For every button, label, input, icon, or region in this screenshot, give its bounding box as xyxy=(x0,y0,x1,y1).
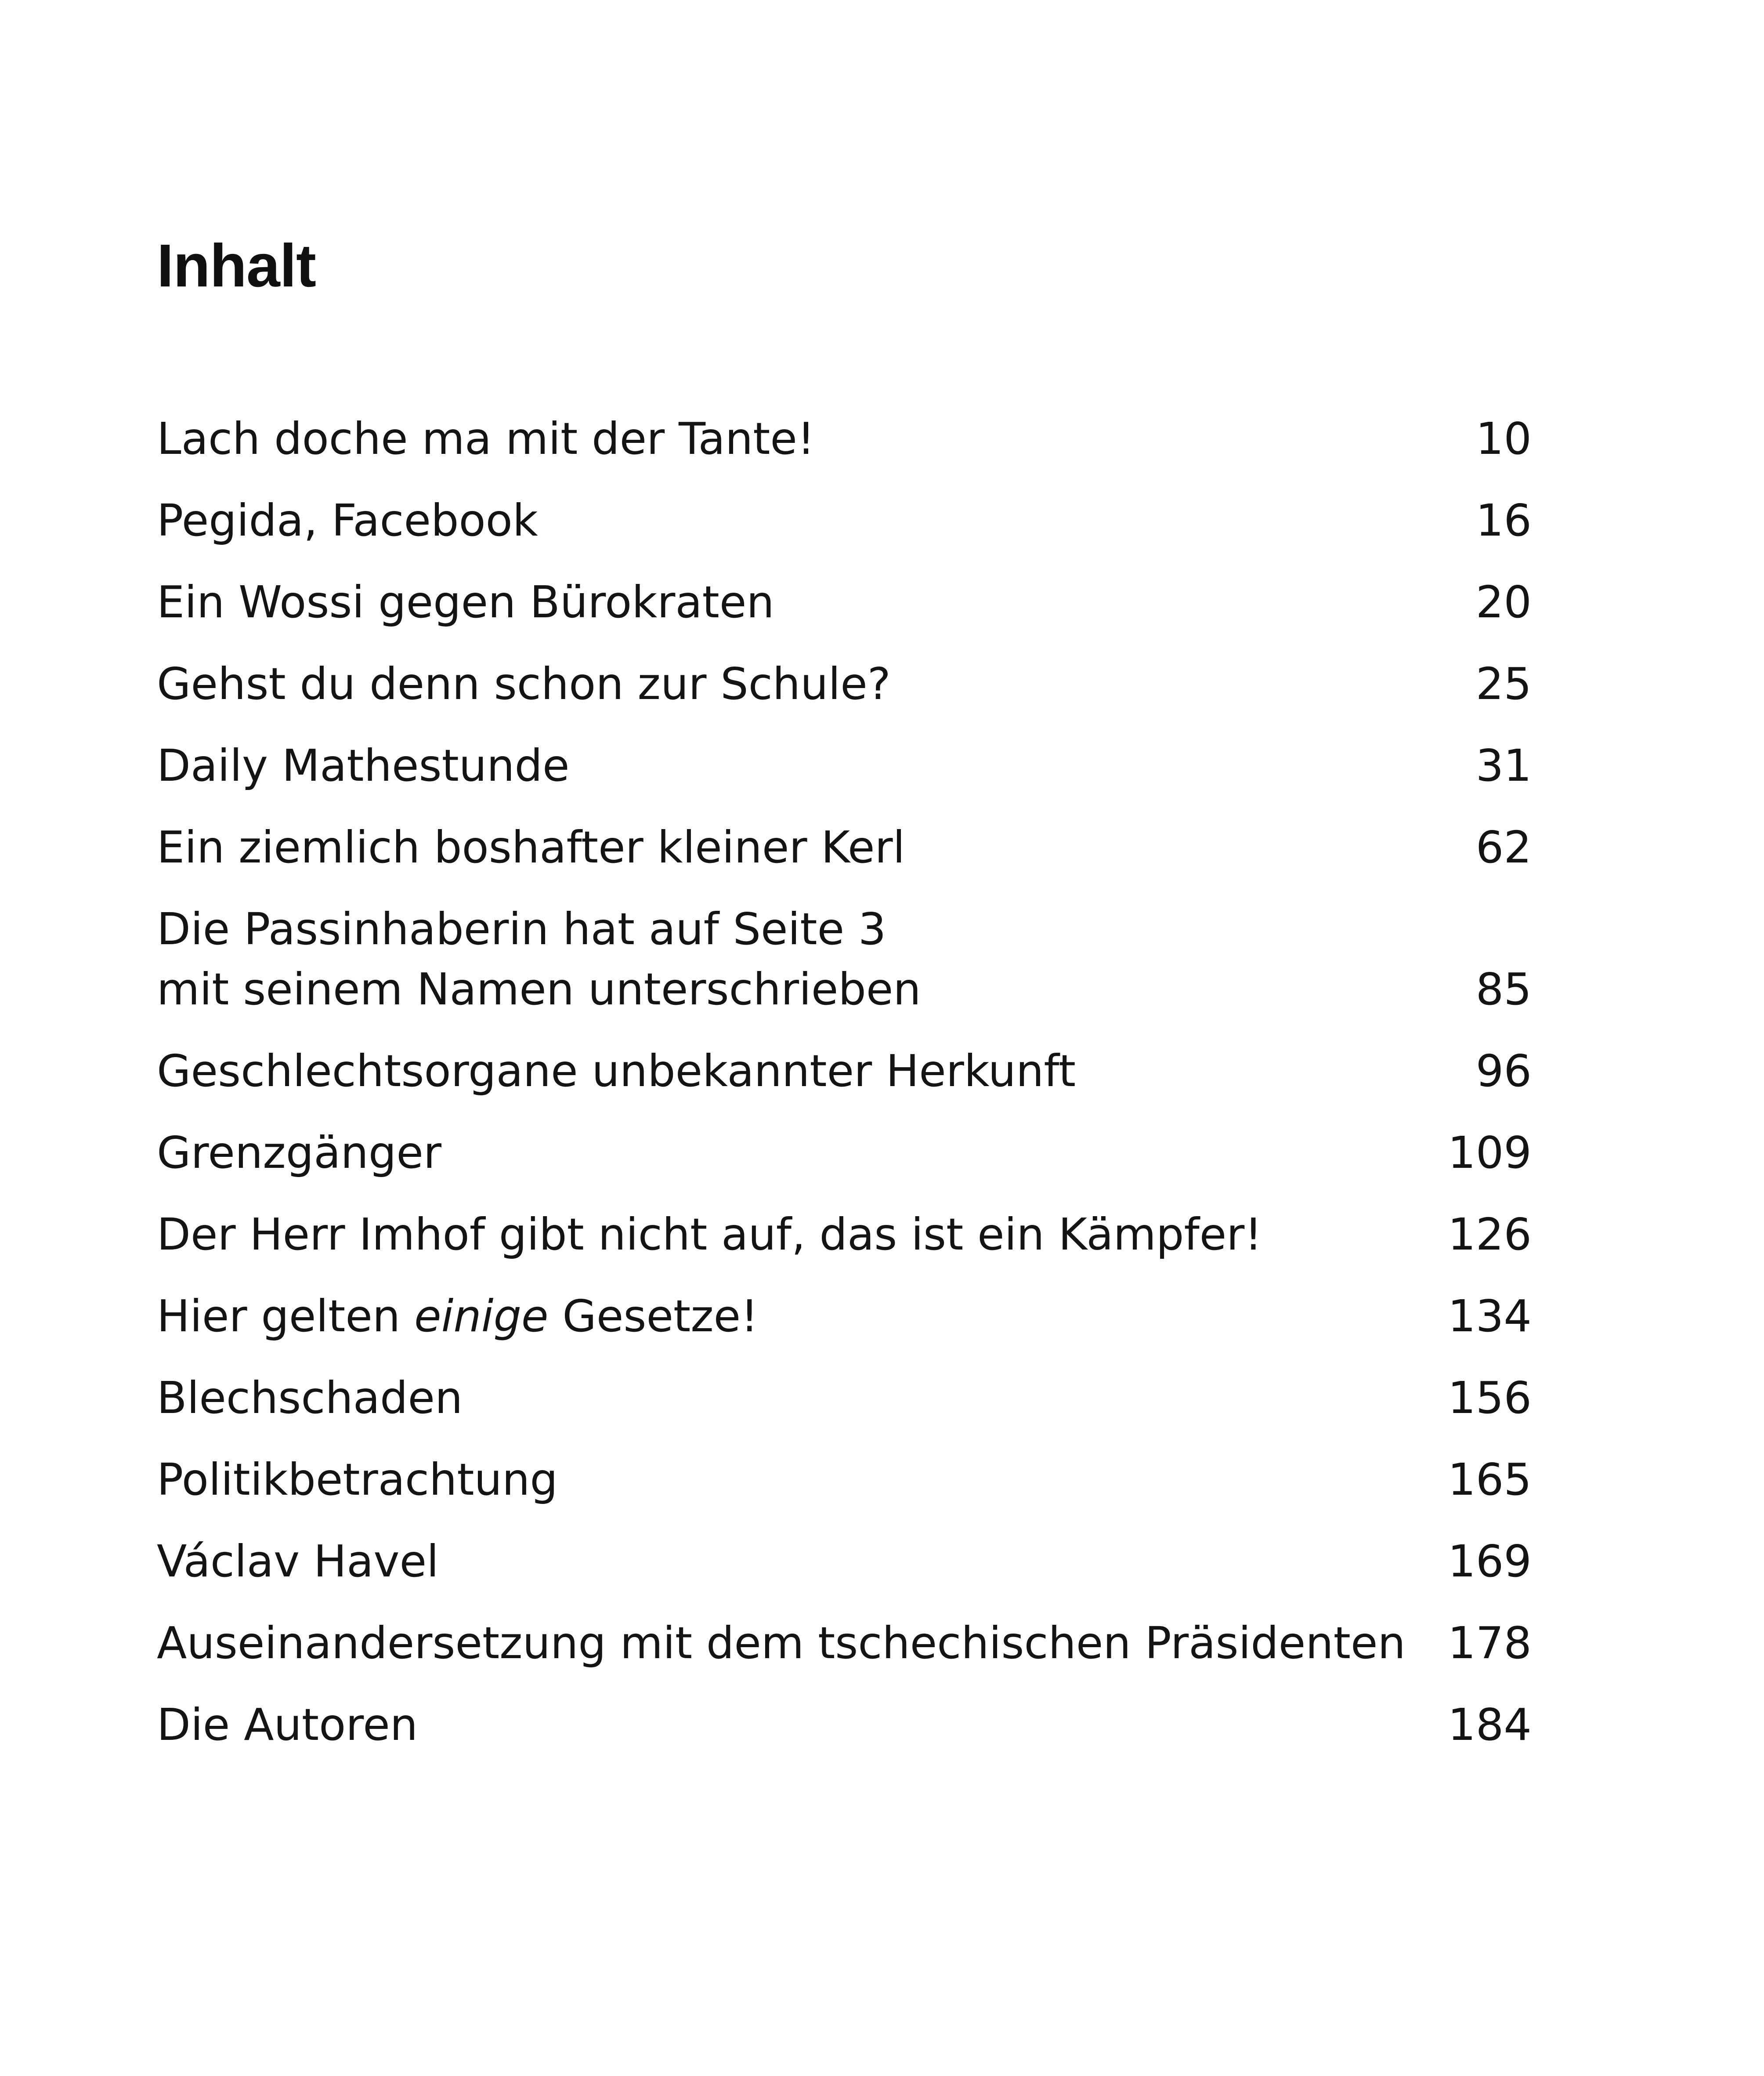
toc-entry xyxy=(157,654,1532,714)
toc-entry-page: 85 xyxy=(1475,964,1532,1015)
toc-entry-page: 109 xyxy=(1448,1127,1532,1178)
toc-entry xyxy=(157,409,1532,469)
toc-entry-title: Geschlechtsorgane unbekannter Herkunft xyxy=(157,1045,1076,1097)
toc-entry-title xyxy=(157,1286,758,1346)
toc-entry-title-line: mit seinem Namen unterschrieben xyxy=(157,964,921,1015)
toc-entry-page: 165 xyxy=(1448,1454,1532,1505)
toc-entry-page: 20 xyxy=(1475,576,1532,628)
toc-entry-page: 178 xyxy=(1448,1617,1532,1669)
toc-entry-title-emphasis: einige xyxy=(414,1290,549,1342)
toc-entry-title: Politikbetrachtung xyxy=(157,1454,558,1505)
toc-entry xyxy=(157,1204,1532,1264)
toc-entry-title xyxy=(157,899,921,1019)
toc-entry-title-text: Hier gelten xyxy=(157,1290,415,1342)
toc-entry-title: Auseinandersetzung mit dem tschechischen Präsidenten xyxy=(157,1617,1406,1669)
toc-entry xyxy=(157,899,1532,1019)
toc-entry-page: 184 xyxy=(1448,1699,1532,1750)
toc-entry-title: Blechschaden xyxy=(157,1372,463,1424)
toc-entry xyxy=(157,1286,1532,1346)
toc-entry-page: 25 xyxy=(1475,658,1532,710)
toc-entry-title-line: Die Passinhaberin hat auf Seite 3 xyxy=(157,903,886,955)
toc-entry xyxy=(157,817,1532,877)
toc-entry-page: 134 xyxy=(1448,1290,1532,1342)
toc-entry xyxy=(157,1613,1532,1673)
toc-entry xyxy=(157,735,1532,796)
toc-entry-title: Gehst du denn schon zur Schule? xyxy=(157,658,891,710)
toc-entry-title: Pegida, Facebook xyxy=(157,495,538,546)
table-of-contents xyxy=(157,409,1532,1776)
toc-entry-title: Daily Mathestunde xyxy=(157,740,570,791)
toc-entry xyxy=(157,1695,1532,1755)
toc-entry-page: 96 xyxy=(1475,1045,1532,1097)
toc-entry-page: 62 xyxy=(1475,822,1532,873)
toc-entry-title: Ein Wossi gegen Bürokraten xyxy=(157,576,774,628)
toc-entry xyxy=(157,1368,1532,1428)
page-title: Inhalt xyxy=(157,232,316,300)
toc-entry-page: 31 xyxy=(1475,740,1532,791)
toc-entry-title-text: Gesetze! xyxy=(548,1290,759,1342)
toc-entry-title: Václav Havel xyxy=(157,1536,439,1587)
toc-entry-page: 156 xyxy=(1448,1372,1532,1424)
toc-entry-page: 16 xyxy=(1475,495,1532,546)
toc-entry-page: 10 xyxy=(1475,413,1532,464)
toc-entry-title: Die Autoren xyxy=(157,1699,418,1750)
toc-entry xyxy=(157,1531,1532,1591)
toc-entry-page: 169 xyxy=(1448,1536,1532,1587)
toc-entry-title: Der Herr Imhof gibt nicht auf, das ist ein Kämpfer! xyxy=(157,1209,1262,1260)
toc-entry xyxy=(157,572,1532,632)
toc-entry-title: Ein ziemlich boshafter kleiner Kerl xyxy=(157,822,905,873)
toc-entry-title: Grenzgänger xyxy=(157,1127,442,1178)
toc-entry xyxy=(157,1041,1532,1101)
toc-entry xyxy=(157,1123,1532,1183)
toc-entry xyxy=(157,490,1532,551)
toc-entry-page: 126 xyxy=(1448,1209,1532,1260)
toc-entry-title: Lach doche ma mit der Tante! xyxy=(157,413,815,464)
toc-entry xyxy=(157,1449,1532,1510)
